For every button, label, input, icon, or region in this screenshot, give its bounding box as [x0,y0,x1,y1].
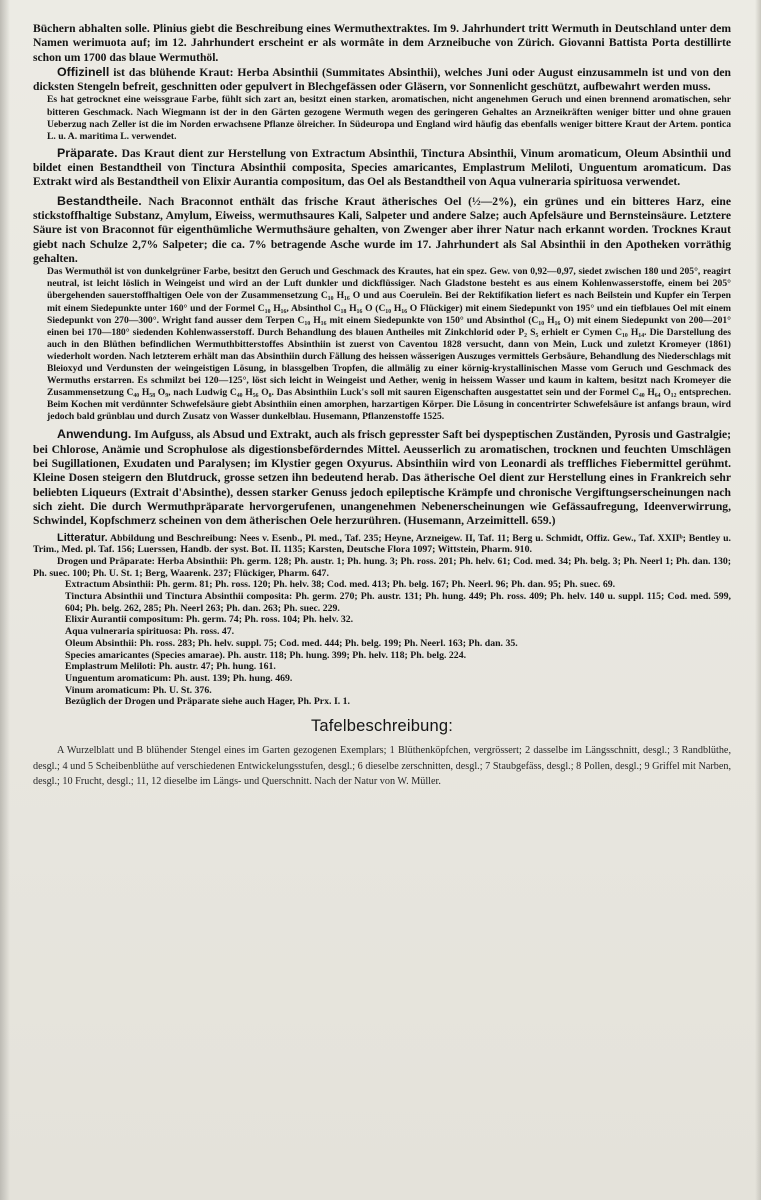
anwendung-heading: Anwendung. [57,427,132,442]
offizinell-text: ist das blühende Kraut: Herba Absinthii (Summitates Absinthii), welches Juni oder August einzusammeln ist und von den dicksten Stengeln befreit, geschnitten oder gepulvert in Blechgefässen oder Gläsern, vor Sonnenlicht geschützt, aufbewahrt werden muss. [33,65,731,94]
page-edge-shadow [755,0,761,1200]
anwendung-text: Im Aufguss, als Absud und Extrakt, auch als frisch gepresster Saft bei dyspeptischen Zuständen, Pyrosis und Gastralgie; bei Chlorose, Anämie und Scrophulose als digestionsbeförderndes Mittel. Aeusserlich zu aromatischen, trocknen und feuchten Umschlägen bei Sugillationen, Exudaten und Paralysen; im Klystier gegen Oxyurus. Absinthiin wird von Leonardi als treffliches Fiebermittel gerühmt. Kleine Dosen steigern den Blutdruck, grosse setzen ihn bedeutend herab. Das ätherische Oel dient zur Herstellung eines in Frankreich sehr beliebten Liqueurs (Extrait d'Absinthe), dessen starker Genuss jedoch epileptische Krämpfe und chronische Vergiftungserscheinungen nach sich zieht. Die durch Wermuthpräparate hervorgerufenen, unangenehmen Nebenerscheinungen wie Gefässaufregung, Ideenverwirrung, Schwindel, Kopfschmerz scheinen von dem ätherischen Oele herzurühren. (Husemann, Arzeimittell. 659.) [33,428,731,528]
praeparate-text: Das Kraut dient zur Herstellung von Extractum Absinthii, Tinctura Absinthii, Vinum aromaticum, Oleum Absinthii und bildet einen Bestandtheil von Tinctura Absinthii composita, Species amaricantes, Emplastrum Meliloti, Unguentum aromaticum. Das Extrakt wird als Bestandtheil von Elixir Aurantia compositum, das Oel als Bestandtheil von Aqua vulneraria spirituosa verwendet. [33,146,731,189]
anwendung-paragraph [33,427,731,528]
tafel-description: A Wurzelblatt und B blühender Stengel eines im Garten gezogenen Exemplars; 1 Blüthenköpfchen, vergrössert; 2 dasselbe im Längsschnitt, desgl.; 3 Randblüthe, desgl.; 4 und 5 Scheibenblüthe auf verschiedenen Entwickelungsstufen, desgl.; 6 dieselbe zerschnitten, desgl.; 7 Staubgefäss, desgl.; 8 Pollen, desgl.; 9 Griffel mit Narben, desgl.; 10 Frucht, desgl.; 11, 12 dieselbe im Längs- und Querschnitt. Nach der Natur von W. Müller. [33,745,731,788]
praeparate-heading: Präparate. [57,145,118,160]
literatur-entry-oleum: Oleum Absinthii: Ph. ross. 283; Ph. helv. suppl. 75; Cod. med. 444; Ph. belg. 199; Ph. Neerl. 163; Ph. dan. 35. [65,637,518,649]
bestandtheile-paragraph [33,194,731,266]
praeparate-paragraph [33,146,731,190]
literatur-entry-aqua: Aqua vulneraria spirituosa: Ph. ross. 47. [65,626,235,638]
bestandtheile-text: Nach Braconnot enthält das frische Kraut ätherisches Oel (½—2%), ein grünes und ein bitteres Harz, eine stickstoffhaltige Substanz, Amylum, Eiweiss, wermuthsaures Kali, Salpeter und andere Salze; auch Apfelsäure und Bernsteinsäure. Letztere Säure ist von Braconnot für eigenthümliche Wermuthsäure gehalten, von Zwenger aber ihrer Natur nach erkannt worden. Trocknes Kraut giebt nach Schulze 2,7% Salpeter; die ca. 7% betragende Asche wurde im 17. Jahrhundert als Sal Absinthii in den Apotheken vorräthig gehalten. [33,194,731,265]
literatur-heading: Litteratur. [57,531,108,544]
literatur-entry-abbildung: Abbildung und Beschreibung: Nees v. Esenb., Pl. med., Taf. 235; Heyne, Arzneigew. II, Taf. 11; Berg u. Schmidt, Offiz. Gew., Taf. XXIIᵇ; Bentley u. Trim., Med. pl. Taf. 156; Luerssen, Handb. der syst. Bot. II. 1135; Karsten, Deutsche Flora 1097; Wittstein, Pharm. 910. [33,532,732,556]
bestandtheile-note: Das Wermuthöl ist von dunkelgrüner Farbe, besitzt den Geruch und Geschmack des Krautes, hat ein spez. Gew. von 0,92—0,97, siedet zwischen 180 und 205°, reagirt neutral, ist leicht löslich in Weingeist und wird an der Luft dunkler und dickflüssiger. Nach Gladstone besteht es aus einem Kohlenwasserstoffe, einem bei 205° übergehenden sauerstoffhaltigen Oele von der Zusammensetzung C₁₀ H₁₆ O und aus Coeruleïn. Bei der Rektifikation liefert es nach Beilstein und Kupfer ein Terpen mit einem Siedepunkte unter 160° und der Formel C₁₀ H₁₆, Absinthol C₁₈ H₁₆ O (C₁₀ H₁₆ O Flückiger) mit einem Siedepunkt von 195° und ein tiefblaues Oel mit einem Siedepunkt von 270—300°. Wright fand ausser dem Terpen C₁₀ H₁₆ mit einem Siedepunkte von 150° und Absinthol (C₁₀ H₁₆ O) mit einem Siedepunkt von 200—201° einen bei 170—180° siedenden Kohlenwasserstoff. Durch Behandlung des blauen Antheiles mit Zinkchlorid oder P₂ S₅ erhielt er Cymen C₁₀ H₁₄. Die Darstellung des auch in den Blüthen befindlichen Wermuthbitterstoffes Absinthiin ist zuerst von Caventou 1828 versucht, dann von Mein, Luck und zuletzt Kromeyer (1861) wiederholt worden. Nach letzterem erhält man das Absinthiin durch Fällung des heissen wässerigen Auszuges vermittels Gerbsäure, Behandlung des Niederschlags mit Bleioxyd und Verdunsten der weingeistigen Lösung, in blassgelben Tropfen, die allmälig zu einer körnig-krystallinischen Masse vom Geruch und Geschmack des Wermuths erstarren. Es schmilzt bei 120—125°, löst sich leicht in Weingeist und Aether, wenig in heissem Wasser und kaum in kaltem, besitzt nach Kromeyer die Zusammensetzung C₄₀ H₅₈ O₉, nach Ludwig C₄₀ H₅₆ O₈. Das Absinthiin Luck's soll mit sauren Eigenschaften ausgestattet sein und der Formel C₄₀ H₆₄ O₁₂ entsprechen. Beim Kochen mit verdünnter Schwefelsäure giebt Absinthiin einen amorphen, harzartigen Körper. Die Lösung in concentrirter Schwefelsäure ist anfangs braun, wird jedoch bald grünblau und durch Zusatz von Wasser dunkelblau. Husemann, Pflanzenstoffe 1525. [47,266,731,423]
literatur-entry-unguentum: Unguentum aromaticum: Ph. aust. 139; Ph. hung. 469. [65,672,293,684]
literatur-section [33,533,731,709]
intro-paragraph: Büchern abhalten solle. Plinius giebt die Beschreibung eines Wermuthextraktes. Im 9. Jahrhundert tritt Wermuth in Deutschland unter dem Namen werimuota auf; im 12. Jahrhundert erscheint er als wormâte in dem Arzneibuche von Zürich. Giovanni Battista Porta destillirte schon um 1700 das blaue Wermuthöl. [33,22,731,64]
literatur-entry-vinum: Vinum aromaticum: Ph. U. St. 376. [65,684,212,696]
literatur-entry-hager: Bezüglich der Drogen und Präparate siehe auch Hager, Ph. Prx. I. 1. [65,696,351,708]
literatur-entry-species: Species amaricantes (Species amarae). Ph. austr. 118; Ph. hung. 399; Ph. helv. 118; Ph. belg. 224. [65,649,467,661]
literatur-entry-elixir: Elixir Aurantii compositum: Ph. germ. 74; Ph. ross. 104; Ph. helv. 32. [65,614,354,626]
offizinell-heading: Offizinell [57,64,110,79]
literatur-entry-drogen: Drogen und Präparate: Herba Absinthii: Ph. germ. 128; Ph. austr. 1; Ph. hung. 3; Ph. ross. 201; Ph. helv. 61; Cod. med. 34; Ph. belg. 3; Ph. Neerl 1; Ph. dan. 130; Ph. suec. 100; Ph. U. St. 1; Berg, Waarenk. 237; Flückiger, Pharm. 647. [33,555,731,579]
bestandtheile-heading: Bestandtheile. [57,193,142,208]
literatur-entry-emplastrum: Emplastrum Meliloti: Ph. austr. 47; Ph. hung. 161. [65,661,276,673]
tafel-title: Tafelbeschreibung: [310,717,454,736]
offizinell-note: Es hat getrocknet eine weissgraue Farbe, fühlt sich zart an, besitzt einen starken, aromatischen, nicht angenehmen Geruch und einen brennend aromatischen, sehr bitteren Geschmack. Nach Wiegmann ist der in den Gärten gezogene Wermuth wegen des geringeren Gehaltes an Arzneikräften weniger bitter und ohne grauen Ueberzug nach Zeller ist die im Norden erwachsene Pflanze ölreicher. In Südeuropa und England wird häufig das ebenfalls weniger bittere Kraut der Artem. pontica L. u. A. maritima L. verwendet. [47,94,731,142]
offizinell-paragraph [33,65,731,95]
literatur-entry-tinctura: Tinctura Absinthii und Tinctura Absinthii composita: Ph. germ. 270; Ph. austr. 131; Ph. hung. 449; Ph. ross. 409; Ph. helv. 140 u. suppl. 115; Cod. med. 599, 604; Ph. belg. 262, 285; Ph. Neerl 263; Ph. dan. 263; Ph. suec. 229. [65,591,731,614]
literatur-entry-extractum: Extractum Absinthii: Ph. germ. 81; Ph. ross. 120; Ph. helv. 38; Cod. med. 413; Ph. belg. 167; Ph. Neerl. 96; Ph. dan. 95; Ph. suec. 69. [65,579,616,591]
literatur-line [33,533,731,556]
